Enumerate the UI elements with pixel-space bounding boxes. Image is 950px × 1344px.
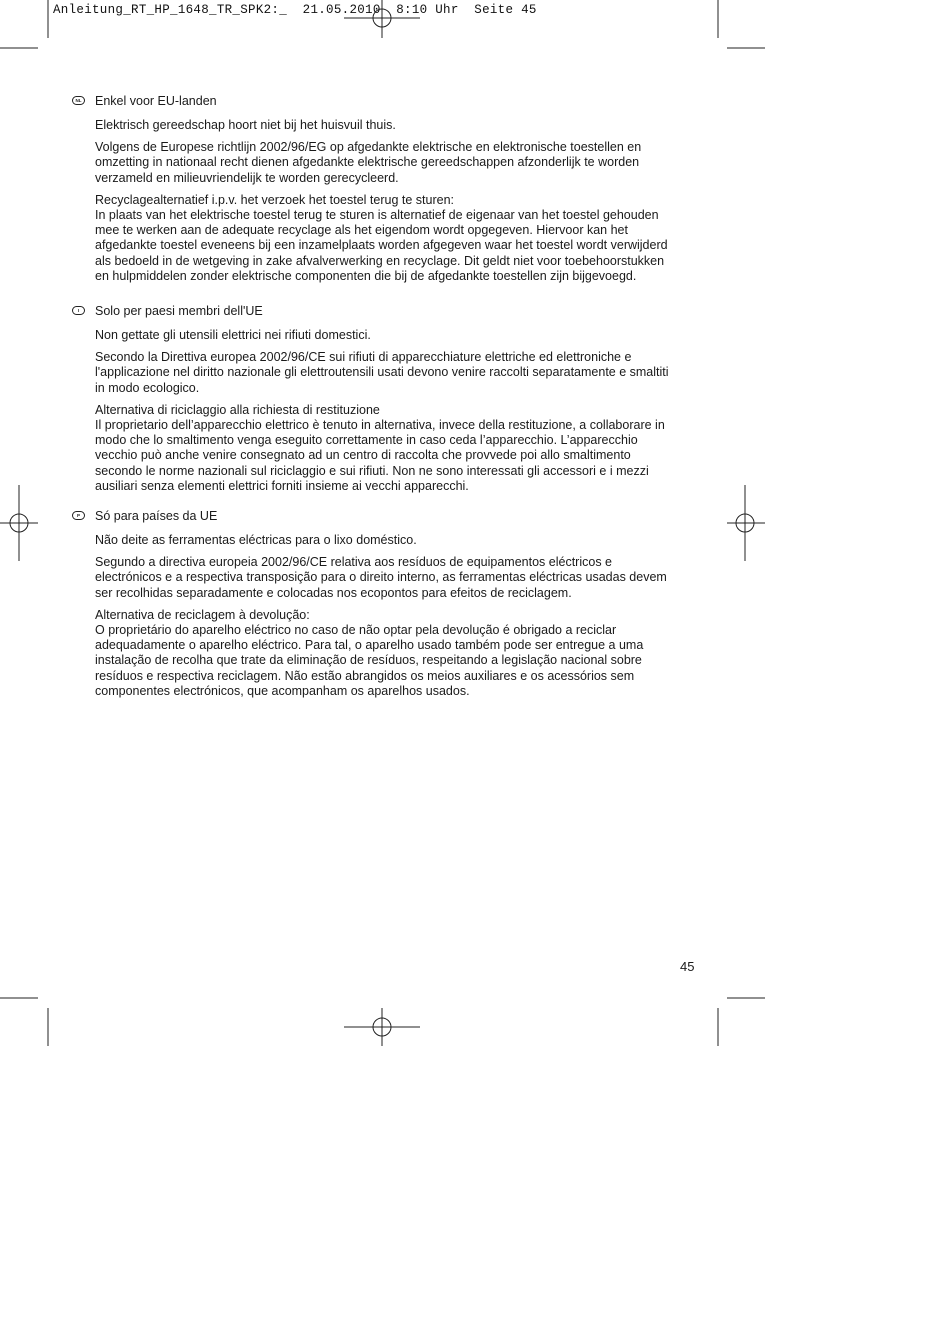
section-nl bbox=[72, 93, 692, 284]
print-slug: Anleitung_RT_HP_1648_TR_SPK2:_ 21.05.2010 8:10 Uhr Seite 45 bbox=[53, 3, 537, 17]
language-badge-icon: NL bbox=[72, 96, 85, 105]
section-pt bbox=[72, 508, 692, 699]
paragraph: Alternativa de reciclagem à devolução: O proprietário do aparelho eléctrico no caso de não optar pela devolução é obrigado a reciclar adequadamente o aparelho eléctrico. Para tal, o aparelho usado também pode ser entregue a uma instalação de recolha que trate da eliminação de resíduos, respeitando a legislação nacional sobre resíduos e respectiva reciclagem. Não estão abrangidos os meios auxiliares e os acessórios sem componentes electrónicos, que acompanham os aparelhos usados. bbox=[95, 607, 644, 698]
language-badge-icon: P bbox=[72, 511, 85, 520]
paragraph: Elektrisch gereedschap hoort niet bij het huisvuil thuis. bbox=[95, 118, 396, 132]
paragraph: Recyclagealternatief i.p.v. het verzoek het toestel terug te sturen: In plaats van het elektrische toestel terug te sturen is alternatief de eigenaar van het toestel gehouden mee te werken aan de adequate recyclage als het eigendom wordt opgegeven. Hiervoor kan het afgedankte toestel eveneens bij een inzamelplaats worden afgegeven waar het toestel wordt verwijderd als bedoeld in de wetgeving in zake afvalverwerking en recyclage. Dit geldt niet voor toebehoorstukken en hulpmiddelen zonder elektrische componenten die bij de afgedankte toestellen zijn bijgevoegd. bbox=[95, 192, 668, 283]
paragraph: Alternativa di riciclaggio alla richiesta di restituzione Il proprietario dell’apparecchio elettrico è tenuto in alternativa, invece della restituzione, a collaborare in modo che lo smaltimento venga eseguito correttamente in caso ceda l’apparecchio. L’apparecchio vecchio può anche venire consegnato ad un centro di raccolta che provvede poi allo smaltimento secondo le norme nazionali sul riciclaggio e sui rifiuti. Non ne sono interessati gli accessori e i mezzi ausiliari senza elementi elettrici forniti insieme ai vecchi apparecchi. bbox=[95, 402, 665, 493]
section-heading: Só para países da UE bbox=[95, 509, 218, 523]
section-heading: Solo per paesi membri dell'UE bbox=[95, 304, 263, 318]
paragraph: Secondo la Direttiva europea 2002/96/CE sui rifiuti di apparecchiature elettriche ed elettroniche e l'applicazione nel diritto nazionale gli elettroutensili usati devono venire raccolti separatamente e smaltiti in modo ecologico. bbox=[95, 350, 669, 395]
section-it bbox=[72, 303, 692, 494]
language-badge-icon: I bbox=[72, 306, 85, 315]
paragraph: Volgens de Europese richtlijn 2002/96/EG op afgedankte elektrische en elektronische toestellen en omzetting in nationaal recht dienen afgedankte elektrische gereedschappen afzonderlijk te worden verzameld en milieuvriendelijk te worden gerecycleerd. bbox=[95, 140, 642, 185]
paragraph: Segundo a directiva europeia 2002/96/CE relativa aos resíduos de equipamentos eléctricos e electrónicos e a respectiva transposição para o direito interno, as ferramentas eléctricas usadas devem ser recolhidas separadamente e colocadas nos ecopontos para efeitos de reciclagem. bbox=[95, 555, 667, 600]
section-heading: Enkel voor EU-landen bbox=[95, 94, 217, 108]
paragraph: Non gettate gli utensili elettrici nei rifiuti domestici. bbox=[95, 328, 371, 342]
paragraph: Não deite as ferramentas eléctricas para o lixo doméstico. bbox=[95, 533, 417, 547]
page-number: 45 bbox=[680, 959, 695, 974]
